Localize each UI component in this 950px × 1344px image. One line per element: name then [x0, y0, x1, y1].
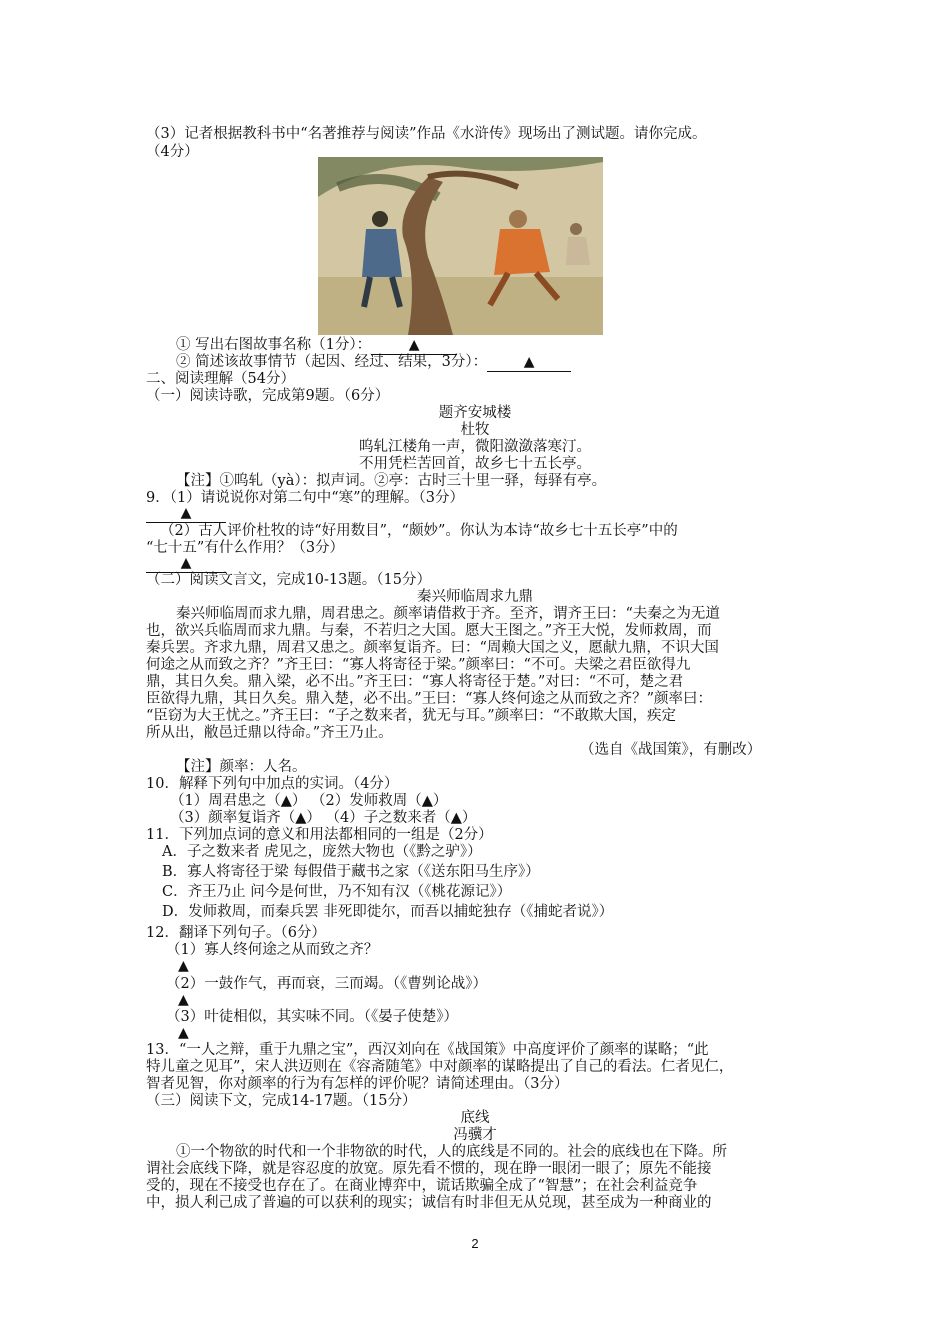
q11-option-d[interactable]: D．发师救周，而秦兵罢 非死即徙尔，而吾以捕蛇独存（《捕蛇者说》） [162, 904, 614, 920]
q12-s3: （3）叶徒相似，其实味不同。（《晏子使楚》） [166, 1009, 458, 1025]
wenyan-note: 【注】颜率：人名。 [176, 759, 307, 775]
essay-line: 受的，现在不接受也存在了。在商业博弈中，谎话欺骗全成了“智慧”；在社会利益竞争 [146, 1178, 698, 1194]
poem-title: 题齐安城楼 [438, 405, 512, 421]
wenyan-line: 秦兵罢。齐求九鼎，周君又患之。颜率复诣齐。曰：“周赖大国之义，愿献九鼎，不识大国 [146, 640, 719, 656]
answer-triangle-icon: ▲ [178, 992, 189, 1008]
q10-row2: （3）颜率复诣齐（▲） （4）子之数来者（▲） [170, 810, 477, 826]
q10-stem: 10．解释下列句中加点的实词。（4分） [146, 776, 399, 792]
q13-line3: 智者见智，你对颜率的行为有怎样的评价呢？请简述理由。（3分） [146, 1076, 569, 1092]
q13-line1: 13．“一人之辩，重于九鼎之宝”，西汉刘向在《战国策》中高度评价了颜率的谋略；“此 [146, 1042, 709, 1058]
wenyan-line: 也，欲兴兵临周而求九鼎。与秦，不若归之大国。愿大王图之。”齐王大悦，发师救周，而 [146, 623, 712, 639]
wenyan-source: （选自《战国策》，有删改） [580, 742, 762, 758]
poem-line2: 不用凭栏苦回首，故乡七十五长亭。 [359, 456, 591, 472]
wenyan-title: 秦兴师临周求九鼎 [417, 589, 533, 605]
answer-triangle-icon: ▲ [178, 958, 189, 974]
poem-author: 杜牧 [460, 422, 490, 438]
essay-line: 谓社会底线下降，就是容忍度的放宽。原先看不惯的，现在睁一眼闭一眼了；原先不能接 [146, 1161, 712, 1177]
part2-heading: （二）阅读文言文，完成10-13题。（15分） [146, 572, 431, 588]
q9-1-answer-blank[interactable] [146, 504, 226, 523]
q11-stem: 11．下列加点词的意义和用法都相同的一组是（2分） [146, 827, 493, 843]
q12-s2-answer[interactable] [178, 991, 189, 1009]
q3-sub1-text: ① 写出右图故事名称（1分）： [176, 337, 372, 353]
q3-sub2-text: ② 简述该故事情节（起因、经过、结果，3分）： [176, 354, 488, 370]
wenyan-line: 臣欲得九鼎，其日久矣。鼎入楚，必不出。”王曰：“寡人终何途之从而致之齐？”颜率曰： [146, 691, 712, 707]
poem-note: 【注】①呜轧（yà）：拟声词。②亭：古时三十里一驿，每驿有亭。 [176, 473, 607, 489]
part1-heading: （一）阅读诗歌，完成第9题。（6分） [146, 388, 390, 404]
q9-1-answer[interactable] [146, 504, 226, 523]
wenyan-line: “臣窃为大王忧之。”齐王曰：“子之数来者，犹无与耳。”颜率曰：“不敢欺大国，疾定 [146, 708, 677, 724]
wenyan-line: 秦兴师临周而求九鼎，周君患之。颜率请借救于齐。至齐，谓齐王曰：“夫秦之为无道 [176, 606, 720, 622]
q11-option-b[interactable]: B．寡人将寄径于梁 每假借于藏书之家（《送东阳马生序》） [162, 864, 540, 880]
q3-sub2-answer-blank[interactable] [487, 353, 571, 372]
answer-triangle-icon: ▲ [408, 337, 420, 353]
answer-triangle-icon: ▲ [178, 1025, 189, 1041]
q12-s3-answer[interactable] [178, 1024, 189, 1042]
q12-stem: 12．翻译下列句子。（6分） [146, 925, 326, 941]
q9-2-line1: （2）古人评价杜牧的诗“好用数目”，“颇妙”。你认为本诗“故乡七十五长亭”中的 [160, 523, 678, 539]
q9-1: 9．（1）请说说你对第二句中“寒”的理解。（3分） [146, 490, 464, 506]
q12-s2: （2）一鼓作气，再而衰，三而竭。（《曹刿论战》） [166, 976, 487, 992]
q3-intro-line1: （3）记者根据教科书中“名著推荐与阅读”作品《水浒传》现场出了测试题。请你完成。 [146, 126, 707, 142]
q10-row1: （1）周君患之（▲） （2）发师救周（▲） [170, 793, 448, 809]
answer-triangle-icon: ▲ [180, 555, 192, 571]
story-illustration-drawing [318, 157, 603, 335]
wenyan-line: 鼎，其日久矣。鼎入梁，必不出。”齐王曰：“寡人将寄径于楚。”对曰：“不可，楚之君 [146, 674, 684, 690]
essay-author: 冯骥才 [453, 1127, 497, 1143]
essay-title: 底线 [460, 1110, 490, 1126]
essay-line: 中，损人利己成了普遍的可以获利的现实；诚信有时非但无从兑现，甚至成为一种商业的 [146, 1195, 712, 1211]
story-illustration [318, 157, 603, 335]
q9-2-line2: “七十五”有什么作用？（3分） [146, 540, 345, 556]
wenyan-line: 何途之从而致之齐？”齐王曰：“寡人将寄径于梁。”颜率曰：“不可。夫梁之君臣欲得九 [146, 657, 691, 673]
essay-line: ①一个物欲的时代和一个非物欲的时代，人的底线是不同的。社会的底线也在下降。所 [176, 1144, 727, 1160]
answer-triangle-icon: ▲ [180, 505, 192, 521]
q13-line2: 特儿童之见耳”，宋人洪迈则在《容斋随笔》中对颜率的谋略提出了自己的看法。仁者见仁， [146, 1059, 734, 1075]
section2-heading: 二、阅读理解（54分） [146, 371, 295, 387]
q11-option-c[interactable]: C．齐王乃止 问今是何世，乃不知有汉（《桃花源记》） [162, 884, 512, 900]
q12-s1-answer[interactable] [178, 957, 189, 975]
wenyan-line: 所从出，敝邑迁鼎以待命。”齐王乃止。 [146, 725, 393, 741]
q11-option-a[interactable]: A．子之数来者 虎见之，庞然大物也（《黔之驴》） [162, 844, 482, 860]
part3-heading: （三）阅读下文，完成14-17题。（15分） [146, 1093, 417, 1109]
q3-intro-line2: （4分） [146, 144, 199, 160]
poem-line1: 呜轧江楼角一声，微阳潋潋落寒汀。 [359, 439, 591, 455]
q12-s1: （1）寡人终何途之从而致之齐？ [166, 942, 379, 958]
answer-triangle-icon: ▲ [523, 354, 535, 370]
page-number: 2 [471, 1236, 479, 1251]
